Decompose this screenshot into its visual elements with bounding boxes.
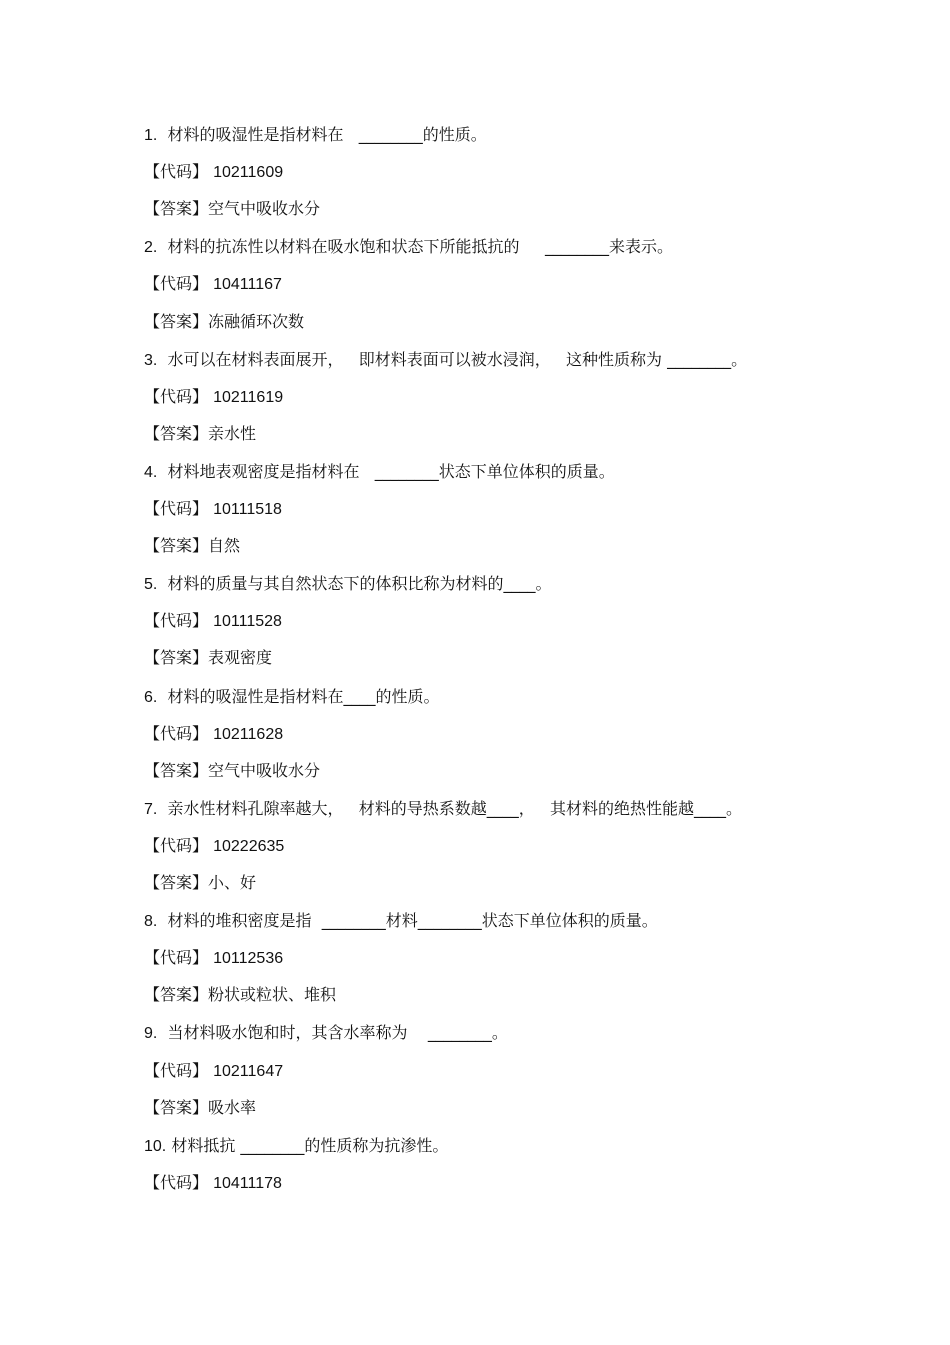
- answer-value: 粉状或粒状、堆积: [208, 985, 337, 1004]
- question-text: 亲水性材料孔隙率越大， 材料的导热系数越____， 其材料的绝热性能越____。: [157, 799, 743, 818]
- answer-line-9: [144, 1097, 256, 1119]
- code-value: 10211609: [213, 164, 284, 181]
- code-line-8: [144, 947, 283, 970]
- question-text: 水可以在材料表面展开， 即材料表面可以被水浸润， 这种性质称为 ________。: [157, 350, 748, 369]
- answer-line-1: [144, 198, 320, 220]
- question-number: 4.: [144, 464, 158, 481]
- answer-label: 【答案】: [144, 199, 209, 218]
- code-label: 【代码】: [144, 499, 209, 518]
- code-value: 10411167: [213, 276, 282, 293]
- answer-line-5: [144, 647, 272, 669]
- code-value: 10111518: [213, 501, 282, 518]
- answer-value: 空气中吸收水分: [208, 199, 321, 218]
- code-line-10: [144, 1172, 282, 1195]
- question-number: 5.: [144, 576, 158, 593]
- answer-label: 【答案】: [144, 1098, 209, 1117]
- answer-line-6: [144, 760, 320, 782]
- question-6: [144, 686, 440, 709]
- question-5: [144, 573, 552, 596]
- question-number: 3.: [144, 352, 158, 369]
- question-1: [144, 124, 487, 147]
- question-number: 2.: [144, 239, 158, 256]
- code-line-5: [144, 610, 282, 633]
- answer-line-7: [144, 872, 256, 894]
- question-text: 材料的吸湿性是指材料在____的性质。: [157, 687, 440, 706]
- answer-value: 亲水性: [208, 424, 257, 443]
- code-line-9: [144, 1060, 283, 1083]
- question-number: 1.: [144, 127, 158, 144]
- answer-label: 【答案】: [144, 985, 209, 1004]
- answer-value: 小、好: [208, 873, 257, 892]
- question-text: 材料的堆积密度是指 ________材料________状态下单位体积的质量。: [157, 911, 658, 930]
- answer-value: 吸水率: [208, 1098, 257, 1117]
- code-line-3: [144, 386, 283, 409]
- question-3: [144, 349, 747, 372]
- code-label: 【代码】: [144, 1173, 209, 1192]
- answer-label: 【答案】: [144, 536, 209, 555]
- code-label: 【代码】: [144, 162, 209, 181]
- code-label: 【代码】: [144, 274, 209, 293]
- answer-label: 【答案】: [144, 648, 209, 667]
- answer-label: 【答案】: [144, 873, 209, 892]
- question-7: [144, 798, 742, 821]
- question-text: 材料的抗冻性以材料在吸水饱和状态下所能抵抗的 ________来表示。: [157, 237, 673, 256]
- code-line-1: [144, 161, 283, 184]
- code-value: 10211628: [213, 726, 284, 743]
- question-2: [144, 236, 673, 259]
- code-value: 10112536: [213, 950, 284, 967]
- question-number: 10.: [144, 1138, 167, 1155]
- question-4: [144, 461, 615, 484]
- answer-label: 【答案】: [144, 761, 209, 780]
- question-text: 当材料吸水饱和时，其含水率称为 ________。: [157, 1023, 508, 1042]
- code-label: 【代码】: [144, 1061, 209, 1080]
- answer-value: 空气中吸收水分: [208, 761, 321, 780]
- question-8: [144, 910, 658, 933]
- code-label: 【代码】: [144, 724, 209, 743]
- question-text: 材料抵抗 ________的性质称为抗渗性。: [166, 1136, 449, 1155]
- code-value: 10211647: [213, 1063, 284, 1080]
- code-line-6: [144, 723, 283, 746]
- answer-line-8: [144, 984, 336, 1006]
- code-value: 10411178: [213, 1175, 282, 1192]
- question-10: [144, 1135, 448, 1158]
- answer-label: 【答案】: [144, 424, 209, 443]
- code-value: 10211619: [213, 389, 284, 406]
- code-value: 10222635: [213, 838, 285, 855]
- code-label: 【代码】: [144, 836, 209, 855]
- code-line-7: [144, 835, 284, 858]
- question-number: 9.: [144, 1025, 158, 1042]
- answer-label: 【答案】: [144, 312, 209, 331]
- answer-value: 表观密度: [208, 648, 273, 667]
- code-label: 【代码】: [144, 387, 209, 406]
- code-value: 10111528: [213, 613, 282, 630]
- question-number: 8.: [144, 913, 158, 930]
- answer-value: 冻融循环次数: [208, 312, 305, 331]
- question-text: 材料的吸湿性是指材料在 ________的性质。: [157, 125, 487, 144]
- question-text: 材料地表观密度是指材料在 ________状态下单位体积的质量。: [157, 462, 615, 481]
- code-line-4: [144, 498, 282, 521]
- code-label: 【代码】: [144, 948, 209, 967]
- answer-line-3: [144, 423, 256, 445]
- question-number: 6.: [144, 689, 158, 706]
- answer-line-2: [144, 311, 304, 333]
- code-label: 【代码】: [144, 611, 209, 630]
- question-text: 材料的质量与其自然状态下的体积比称为材料的____。: [157, 574, 552, 593]
- question-number: 7.: [144, 801, 158, 818]
- answer-line-4: [144, 535, 240, 557]
- answer-value: 自然: [208, 536, 241, 555]
- code-line-2: [144, 273, 282, 296]
- question-9: [144, 1022, 508, 1045]
